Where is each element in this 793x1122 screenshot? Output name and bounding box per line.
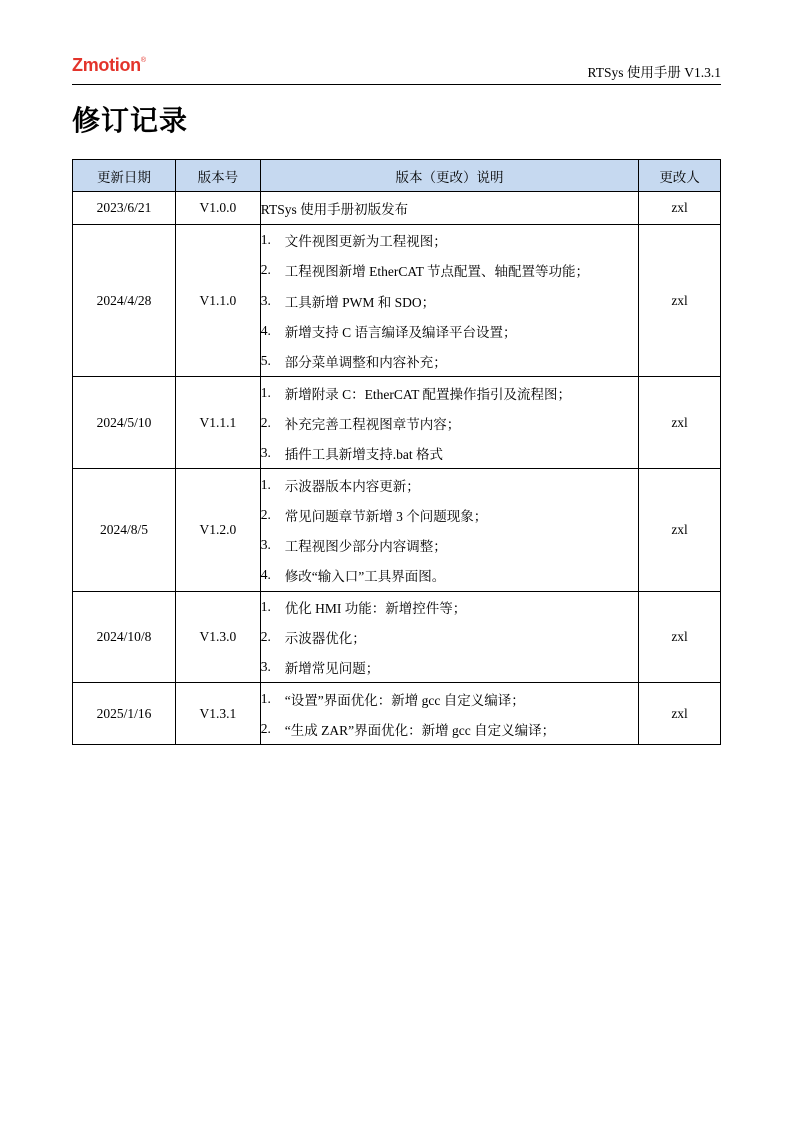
item-text: 工程视图新增 EtherCAT 节点配置、轴配置等功能； <box>284 264 590 280</box>
item-number: 3. <box>260 537 271 553</box>
item-text: 工程视图少部分内容调整； <box>284 539 447 555</box>
revision-description <box>260 225 638 377</box>
item-number: 5. <box>260 353 271 369</box>
revision-description <box>260 591 638 683</box>
item-number: 2. <box>260 262 271 278</box>
table-row <box>73 469 721 591</box>
revision-date: 2023/6/21 <box>73 192 176 225</box>
revision-author: zxl <box>639 469 721 591</box>
item-number: 1. <box>260 476 271 492</box>
revision-description <box>260 192 638 225</box>
revision-author: zxl <box>639 225 721 377</box>
item-text: 优化 HMI 功能：新增控件等； <box>284 600 467 616</box>
table-row <box>73 591 721 683</box>
logo-text: Zmotion <box>72 55 141 75</box>
description-item <box>261 346 638 376</box>
revision-version: V1.1.1 <box>175 377 260 469</box>
table-row <box>73 192 721 225</box>
item-number: 1. <box>260 384 271 400</box>
item-number: 2. <box>260 720 271 736</box>
item-text: 插件工具新增支持.bat 格式 <box>284 447 444 463</box>
item-text: 文件视图更新为工程视图； <box>284 234 447 250</box>
description-item <box>261 377 638 407</box>
item-text: “设置”界面优化：新增 gcc 自定义编译； <box>284 692 525 708</box>
column-header-date: 更新日期 <box>73 160 176 192</box>
item-text: 工具新增 PWM 和 SDO； <box>284 294 436 310</box>
description-item <box>261 560 638 590</box>
item-number: 3. <box>260 292 271 308</box>
item-number: 2. <box>260 506 271 522</box>
item-number: 4. <box>260 323 271 339</box>
item-number: 1. <box>260 690 271 706</box>
revision-date: 2024/8/5 <box>73 469 176 591</box>
revision-date: 2024/4/28 <box>73 225 176 377</box>
description-item <box>261 438 638 468</box>
revision-author: zxl <box>639 192 721 225</box>
description-item <box>261 592 638 622</box>
description-item <box>261 193 638 223</box>
description-item <box>261 652 638 682</box>
item-text: “生成 ZAR”界面优化：新增 gcc 自定义编译； <box>284 722 556 738</box>
item-text: 新增支持 C 语言编译及编译平台设置； <box>284 325 517 341</box>
item-text: 修改“输入口”工具界面图。 <box>284 569 446 585</box>
item-number: 1. <box>260 232 271 248</box>
revision-description <box>260 377 638 469</box>
description-item <box>261 469 638 499</box>
revision-version: V1.3.1 <box>175 683 260 745</box>
revision-version: V1.1.0 <box>175 225 260 377</box>
revision-date: 2025/1/16 <box>73 683 176 745</box>
item-number: 4. <box>260 567 271 583</box>
item-text: RTSys 使用手册初版发布 <box>260 202 409 217</box>
description-item <box>261 316 638 346</box>
revision-rows <box>73 192 721 745</box>
table-row <box>73 377 721 469</box>
table-row <box>73 225 721 377</box>
zmotion-logo <box>72 55 146 76</box>
page-title: 修订记录 <box>72 104 189 137</box>
revision-version: V1.2.0 <box>175 469 260 591</box>
revision-version: V1.3.0 <box>175 591 260 683</box>
manual-title: RTSys 使用手册 V1.3.1 <box>587 65 721 80</box>
revision-author: zxl <box>639 591 721 683</box>
description-item <box>261 225 638 255</box>
description-item <box>261 714 638 744</box>
column-header-author: 更改人 <box>639 160 721 192</box>
description-item <box>261 255 638 285</box>
item-text: 常见问题章节新增 3 个问题现象； <box>284 508 488 524</box>
table-header-row <box>73 160 721 192</box>
item-text: 示波器版本内容更新； <box>284 478 420 494</box>
item-number: 3. <box>260 445 271 461</box>
revision-date: 2024/5/10 <box>73 377 176 469</box>
column-header-version: 版本号 <box>175 160 260 192</box>
description-item <box>261 286 638 316</box>
item-number: 3. <box>260 659 271 675</box>
description-item <box>261 408 638 438</box>
item-text: 部分菜单调整和内容补充； <box>284 355 447 371</box>
item-text: 新增常见问题； <box>284 661 380 677</box>
item-number: 1. <box>260 598 271 614</box>
description-item <box>261 683 638 713</box>
revision-table <box>72 159 721 745</box>
revision-description <box>260 683 638 745</box>
revision-description <box>260 469 638 591</box>
item-text: 示波器优化； <box>284 631 366 646</box>
revision-date: 2024/10/8 <box>73 591 176 683</box>
revision-author: zxl <box>639 377 721 469</box>
item-number: 2. <box>260 629 271 644</box>
column-header-description: 版本（更改）说明 <box>260 160 638 192</box>
registered-mark: ® <box>140 57 146 64</box>
description-item <box>261 622 638 652</box>
item-number: 2. <box>260 414 271 430</box>
table-row <box>73 683 721 745</box>
revision-author: zxl <box>639 683 721 745</box>
item-text: 新增附录 C：EtherCAT 配置操作指引及流程图； <box>284 386 572 402</box>
header-divider <box>72 84 721 85</box>
description-item <box>261 500 638 530</box>
item-text: 补充完善工程视图章节内容； <box>284 416 461 432</box>
revision-version: V1.0.0 <box>175 192 260 225</box>
description-item <box>261 530 638 560</box>
